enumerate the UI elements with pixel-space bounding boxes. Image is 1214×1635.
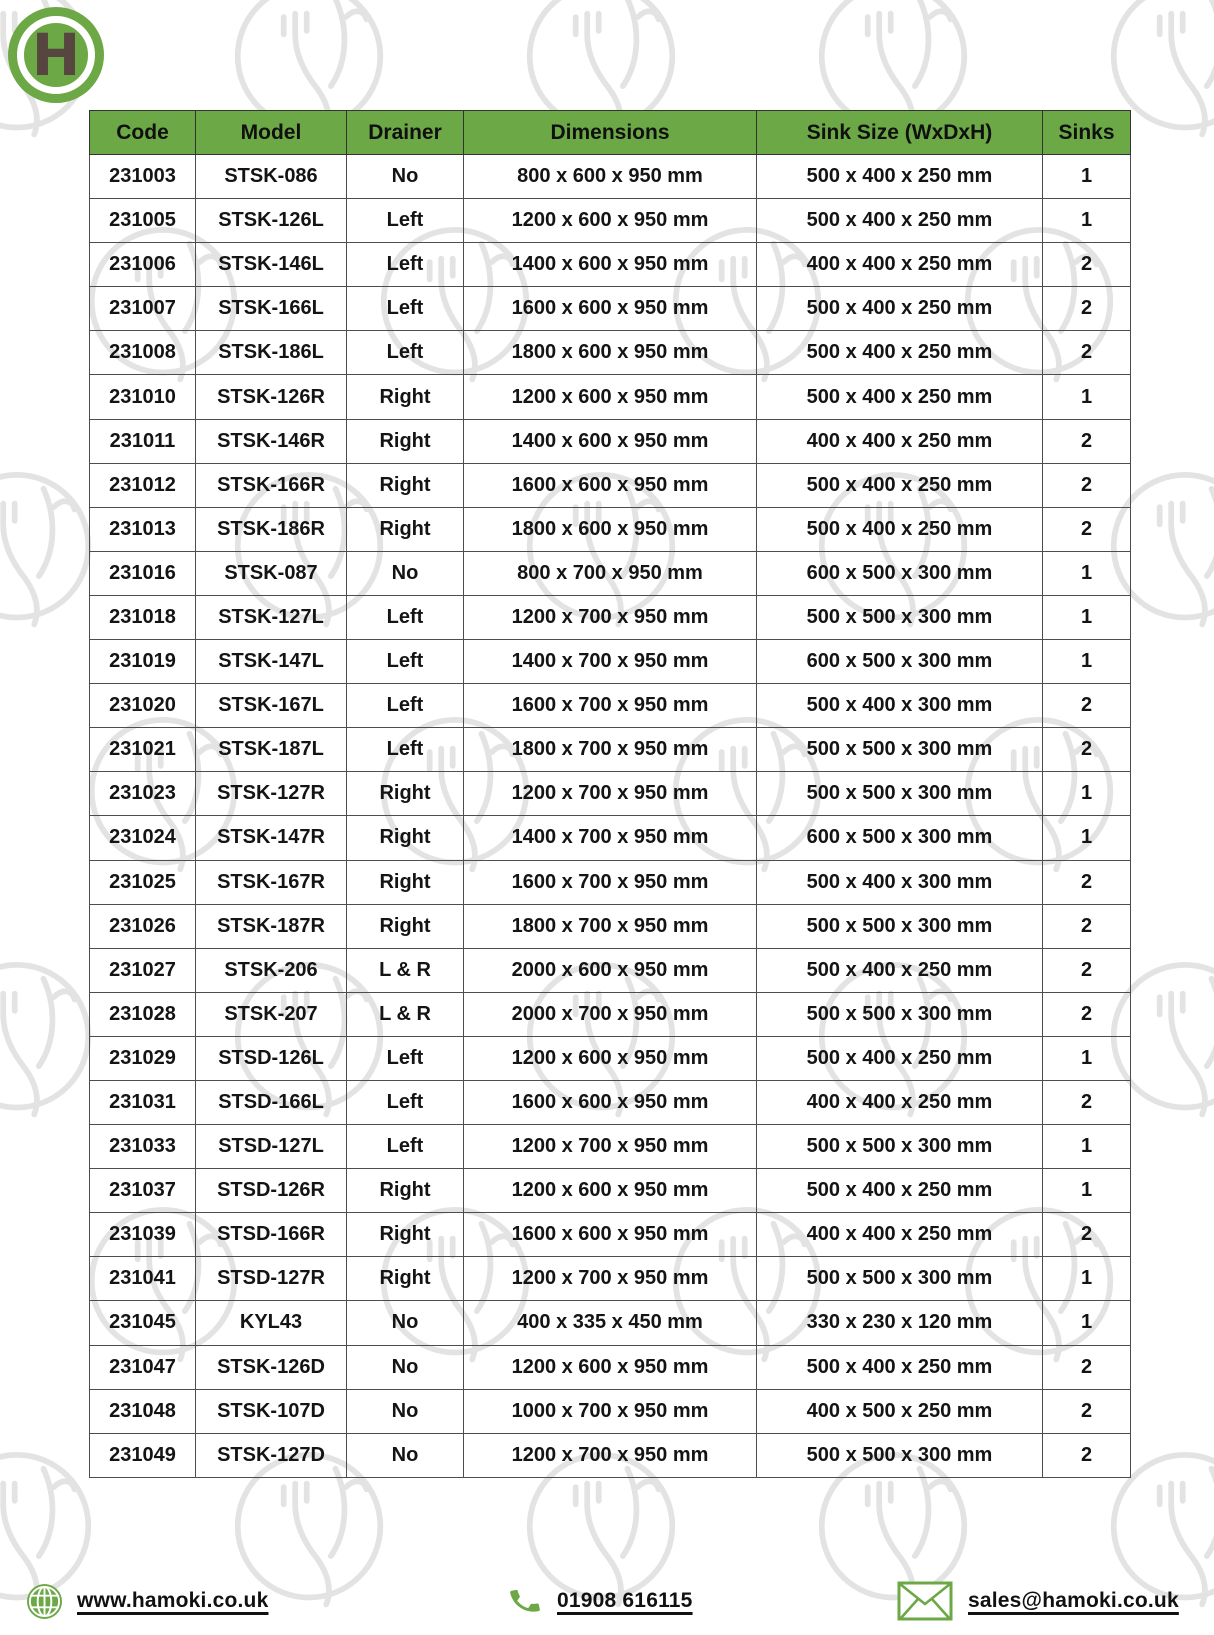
cell-code: 231012 (90, 463, 196, 507)
table-row (90, 1345, 1131, 1389)
cell-drainer: Right (347, 904, 464, 948)
cell-dimensions: 1600 x 700 x 950 mm (464, 684, 757, 728)
cell-model: STSD-126R (196, 1169, 347, 1213)
cell-sinks: 2 (1043, 331, 1131, 375)
cell-drainer: No (347, 155, 464, 199)
table-row (90, 463, 1131, 507)
cell-dimensions: 1200 x 600 x 950 mm (464, 1169, 757, 1213)
cell-sinks: 2 (1043, 1389, 1131, 1433)
column-header-drainer: Drainer (347, 111, 464, 155)
cell-drainer: Left (347, 1125, 464, 1169)
column-header-code: Code (90, 111, 196, 155)
cell-sink-size: 500 x 400 x 250 mm (757, 1036, 1043, 1080)
cell-model: STSD-126L (196, 1036, 347, 1080)
cell-sinks: 2 (1043, 728, 1131, 772)
cell-sink-size: 400 x 400 x 250 mm (757, 1080, 1043, 1124)
cell-model: STSK-086 (196, 155, 347, 199)
phone-link[interactable]: 01908 616115 (557, 1589, 693, 1612)
cell-code: 231045 (90, 1301, 196, 1345)
cell-code: 231024 (90, 816, 196, 860)
cell-drainer: No (347, 551, 464, 595)
cell-sink-size: 500 x 400 x 250 mm (757, 287, 1043, 331)
cell-code: 231016 (90, 551, 196, 595)
cell-dimensions: 1800 x 700 x 950 mm (464, 728, 757, 772)
globe-icon (27, 1584, 62, 1619)
table-row (90, 1257, 1131, 1301)
cell-code: 231039 (90, 1213, 196, 1257)
cell-sinks: 1 (1043, 1301, 1131, 1345)
cell-dimensions: 1200 x 600 x 950 mm (464, 1345, 757, 1389)
column-header-sink-size: Sink Size (WxDxH) (757, 111, 1043, 155)
envelope-icon (897, 1581, 953, 1621)
cell-sink-size: 500 x 400 x 250 mm (757, 463, 1043, 507)
cell-dimensions: 2000 x 600 x 950 mm (464, 948, 757, 992)
cell-sink-size: 500 x 500 x 300 mm (757, 1125, 1043, 1169)
column-header-sinks: Sinks (1043, 111, 1131, 155)
cell-sink-size: 500 x 400 x 250 mm (757, 155, 1043, 199)
table-row (90, 1169, 1131, 1213)
cell-model: STSK-186L (196, 331, 347, 375)
cell-dimensions: 1400 x 600 x 950 mm (464, 243, 757, 287)
cell-dimensions: 1600 x 600 x 950 mm (464, 463, 757, 507)
table-row (90, 419, 1131, 463)
cell-drainer: Left (347, 287, 464, 331)
cell-drainer: No (347, 1433, 464, 1477)
cell-drainer: Left (347, 331, 464, 375)
cell-sinks: 1 (1043, 816, 1131, 860)
cell-model: STSK-147L (196, 640, 347, 684)
cell-sinks: 2 (1043, 1213, 1131, 1257)
cell-dimensions: 1400 x 700 x 950 mm (464, 640, 757, 684)
cell-drainer: Right (347, 375, 464, 419)
cell-sinks: 2 (1043, 948, 1131, 992)
cell-drainer: Right (347, 507, 464, 551)
cell-code: 231005 (90, 199, 196, 243)
cell-sinks: 2 (1043, 419, 1131, 463)
hamoki-logo (8, 7, 104, 103)
cell-model: STSD-127R (196, 1257, 347, 1301)
cell-dimensions: 1200 x 700 x 950 mm (464, 595, 757, 639)
cell-sink-size: 600 x 500 x 300 mm (757, 640, 1043, 684)
table-row (90, 1213, 1131, 1257)
cell-model: STSK-127R (196, 772, 347, 816)
cell-model: STSD-166L (196, 1080, 347, 1124)
table-row (90, 507, 1131, 551)
phone-icon (508, 1581, 542, 1621)
cell-dimensions: 1200 x 600 x 950 mm (464, 199, 757, 243)
table-row (90, 331, 1131, 375)
cell-drainer: Left (347, 1080, 464, 1124)
cell-dimensions: 1000 x 700 x 950 mm (464, 1389, 757, 1433)
cell-code: 231008 (90, 331, 196, 375)
cell-model: STSK-167R (196, 860, 347, 904)
cell-sink-size: 500 x 400 x 250 mm (757, 1345, 1043, 1389)
cell-sink-size: 500 x 500 x 300 mm (757, 1433, 1043, 1477)
cell-dimensions: 400 x 335 x 450 mm (464, 1301, 757, 1345)
table-header-row (90, 111, 1131, 155)
footer-website (27, 1579, 268, 1623)
cell-sink-size: 330 x 230 x 120 mm (757, 1301, 1043, 1345)
cell-model: STSK-126D (196, 1345, 347, 1389)
cell-model: STSK-146R (196, 419, 347, 463)
cell-code: 231028 (90, 992, 196, 1036)
cell-drainer: Right (347, 860, 464, 904)
cell-code: 231013 (90, 507, 196, 551)
cell-sink-size: 500 x 400 x 250 mm (757, 1169, 1043, 1213)
cell-drainer: Left (347, 595, 464, 639)
cell-model: STSK-147R (196, 816, 347, 860)
cell-code: 231006 (90, 243, 196, 287)
cell-dimensions: 1200 x 700 x 950 mm (464, 1433, 757, 1477)
logo-letter: H (31, 21, 81, 89)
spec-table-body (90, 155, 1131, 1478)
cell-model: STSK-167L (196, 684, 347, 728)
cell-dimensions: 2000 x 700 x 950 mm (464, 992, 757, 1036)
table-row (90, 948, 1131, 992)
cell-sink-size: 500 x 400 x 250 mm (757, 199, 1043, 243)
cell-sink-size: 500 x 400 x 250 mm (757, 507, 1043, 551)
cell-sink-size: 500 x 500 x 300 mm (757, 992, 1043, 1036)
cell-dimensions: 1200 x 700 x 950 mm (464, 1257, 757, 1301)
cell-code: 231048 (90, 1389, 196, 1433)
cell-dimensions: 1800 x 700 x 950 mm (464, 904, 757, 948)
cell-model: KYL43 (196, 1301, 347, 1345)
footer-email (897, 1579, 1179, 1623)
cell-model: STSK-126R (196, 375, 347, 419)
cell-sinks: 1 (1043, 375, 1131, 419)
cell-code: 231049 (90, 1433, 196, 1477)
table-row (90, 375, 1131, 419)
table-row (90, 816, 1131, 860)
cell-drainer: No (347, 1345, 464, 1389)
cell-sinks: 1 (1043, 199, 1131, 243)
cell-sinks: 2 (1043, 1080, 1131, 1124)
table-row (90, 199, 1131, 243)
cell-dimensions: 1200 x 700 x 950 mm (464, 1125, 757, 1169)
cell-sinks: 2 (1043, 860, 1131, 904)
email-link[interactable]: sales@hamoki.co.uk (968, 1589, 1179, 1612)
cell-drainer: Left (347, 728, 464, 772)
cell-sink-size: 400 x 400 x 250 mm (757, 419, 1043, 463)
cell-model: STSK-166R (196, 463, 347, 507)
cell-dimensions: 1600 x 700 x 950 mm (464, 860, 757, 904)
table-row (90, 1389, 1131, 1433)
cell-sinks: 2 (1043, 684, 1131, 728)
cell-drainer: L & R (347, 992, 464, 1036)
cell-model: STSK-127L (196, 595, 347, 639)
cell-sinks: 1 (1043, 155, 1131, 199)
table-row (90, 1433, 1131, 1477)
cell-code: 231003 (90, 155, 196, 199)
cell-sinks: 2 (1043, 992, 1131, 1036)
cell-dimensions: 1800 x 600 x 950 mm (464, 331, 757, 375)
cell-drainer: Right (347, 419, 464, 463)
table-row (90, 728, 1131, 772)
cell-sinks: 1 (1043, 551, 1131, 595)
cell-sink-size: 500 x 500 x 300 mm (757, 1257, 1043, 1301)
cell-model: STSK-187R (196, 904, 347, 948)
cell-code: 231029 (90, 1036, 196, 1080)
cell-sink-size: 500 x 400 x 250 mm (757, 375, 1043, 419)
cell-sinks: 2 (1043, 1433, 1131, 1477)
table-row (90, 992, 1131, 1036)
sink-spec-table (89, 110, 1131, 1478)
cell-model: STSK-187L (196, 728, 347, 772)
cell-dimensions: 1800 x 600 x 950 mm (464, 507, 757, 551)
cell-sink-size: 400 x 400 x 250 mm (757, 1213, 1043, 1257)
cell-model: STSK-186R (196, 507, 347, 551)
cell-code: 231018 (90, 595, 196, 639)
cell-code: 231010 (90, 375, 196, 419)
cell-drainer: Right (347, 772, 464, 816)
cell-sinks: 1 (1043, 1125, 1131, 1169)
cell-drainer: Left (347, 1036, 464, 1080)
table-row (90, 155, 1131, 199)
cell-dimensions: 1200 x 600 x 950 mm (464, 375, 757, 419)
cell-sink-size: 500 x 400 x 250 mm (757, 948, 1043, 992)
footer-phone (508, 1579, 693, 1623)
table-row (90, 243, 1131, 287)
cell-sinks: 2 (1043, 243, 1131, 287)
cell-model: STSD-166R (196, 1213, 347, 1257)
cell-drainer: Right (347, 1257, 464, 1301)
cell-sink-size: 500 x 400 x 250 mm (757, 331, 1043, 375)
cell-sinks: 1 (1043, 1036, 1131, 1080)
cell-dimensions: 1400 x 600 x 950 mm (464, 419, 757, 463)
cell-sinks: 2 (1043, 904, 1131, 948)
cell-dimensions: 1400 x 700 x 950 mm (464, 816, 757, 860)
cell-dimensions: 1200 x 600 x 950 mm (464, 1036, 757, 1080)
cell-code: 231020 (90, 684, 196, 728)
cell-drainer: No (347, 1301, 464, 1345)
cell-code: 231019 (90, 640, 196, 684)
cell-sinks: 1 (1043, 1257, 1131, 1301)
cell-sinks: 1 (1043, 640, 1131, 684)
cell-sink-size: 500 x 400 x 300 mm (757, 684, 1043, 728)
table-row (90, 1125, 1131, 1169)
cell-drainer: Right (347, 1213, 464, 1257)
table-row (90, 287, 1131, 331)
cell-code: 231047 (90, 1345, 196, 1389)
cell-sinks: 1 (1043, 772, 1131, 816)
website-link[interactable]: www.hamoki.co.uk (77, 1589, 269, 1612)
cell-code: 231037 (90, 1169, 196, 1213)
cell-dimensions: 1200 x 700 x 950 mm (464, 772, 757, 816)
table-row (90, 595, 1131, 639)
table-row (90, 904, 1131, 948)
cell-sinks: 2 (1043, 507, 1131, 551)
cell-code: 231027 (90, 948, 196, 992)
column-header-model: Model (196, 111, 347, 155)
cell-code: 231007 (90, 287, 196, 331)
cell-sink-size: 500 x 500 x 300 mm (757, 904, 1043, 948)
cell-sink-size: 500 x 500 x 300 mm (757, 728, 1043, 772)
cell-drainer: Left (347, 684, 464, 728)
cell-sink-size: 400 x 400 x 250 mm (757, 243, 1043, 287)
cell-code: 231023 (90, 772, 196, 816)
cell-drainer: Left (347, 243, 464, 287)
cell-code: 231026 (90, 904, 196, 948)
cell-dimensions: 1600 x 600 x 950 mm (464, 1080, 757, 1124)
cell-model: STSK-146L (196, 243, 347, 287)
cell-dimensions: 1600 x 600 x 950 mm (464, 1213, 757, 1257)
table-row (90, 1080, 1131, 1124)
cell-drainer: Right (347, 1169, 464, 1213)
table-row (90, 1036, 1131, 1080)
table-row (90, 1301, 1131, 1345)
cell-drainer: L & R (347, 948, 464, 992)
cell-sinks: 2 (1043, 1345, 1131, 1389)
cell-sink-size: 600 x 500 x 300 mm (757, 816, 1043, 860)
cell-code: 231021 (90, 728, 196, 772)
cell-sink-size: 500 x 500 x 300 mm (757, 595, 1043, 639)
table-row (90, 772, 1131, 816)
cell-model: STSK-126L (196, 199, 347, 243)
cell-model: STSK-206 (196, 948, 347, 992)
cell-sinks: 2 (1043, 463, 1131, 507)
table-row (90, 640, 1131, 684)
cell-dimensions: 1600 x 600 x 950 mm (464, 287, 757, 331)
cell-dimensions: 800 x 700 x 950 mm (464, 551, 757, 595)
cell-model: STSK-107D (196, 1389, 347, 1433)
cell-sinks: 1 (1043, 595, 1131, 639)
cell-sink-size: 500 x 500 x 300 mm (757, 772, 1043, 816)
column-header-dimensions: Dimensions (464, 111, 757, 155)
table-row (90, 551, 1131, 595)
cell-model: STSK-207 (196, 992, 347, 1036)
cell-dimensions: 800 x 600 x 950 mm (464, 155, 757, 199)
cell-sink-size: 500 x 400 x 300 mm (757, 860, 1043, 904)
cell-sink-size: 600 x 500 x 300 mm (757, 551, 1043, 595)
cell-code: 231041 (90, 1257, 196, 1301)
table-row (90, 684, 1131, 728)
cell-code: 231033 (90, 1125, 196, 1169)
cell-drainer: Left (347, 199, 464, 243)
cell-sinks: 1 (1043, 1169, 1131, 1213)
cell-model: STSK-127D (196, 1433, 347, 1477)
cell-drainer: Right (347, 816, 464, 860)
cell-sinks: 2 (1043, 287, 1131, 331)
cell-sink-size: 400 x 500 x 250 mm (757, 1389, 1043, 1433)
cell-model: STSK-087 (196, 551, 347, 595)
cell-drainer: Right (347, 463, 464, 507)
cell-code: 231025 (90, 860, 196, 904)
cell-code: 231031 (90, 1080, 196, 1124)
cell-drainer: Left (347, 640, 464, 684)
table-row (90, 860, 1131, 904)
cell-model: STSK-166L (196, 287, 347, 331)
cell-drainer: No (347, 1389, 464, 1433)
cell-model: STSD-127L (196, 1125, 347, 1169)
cell-code: 231011 (90, 419, 196, 463)
